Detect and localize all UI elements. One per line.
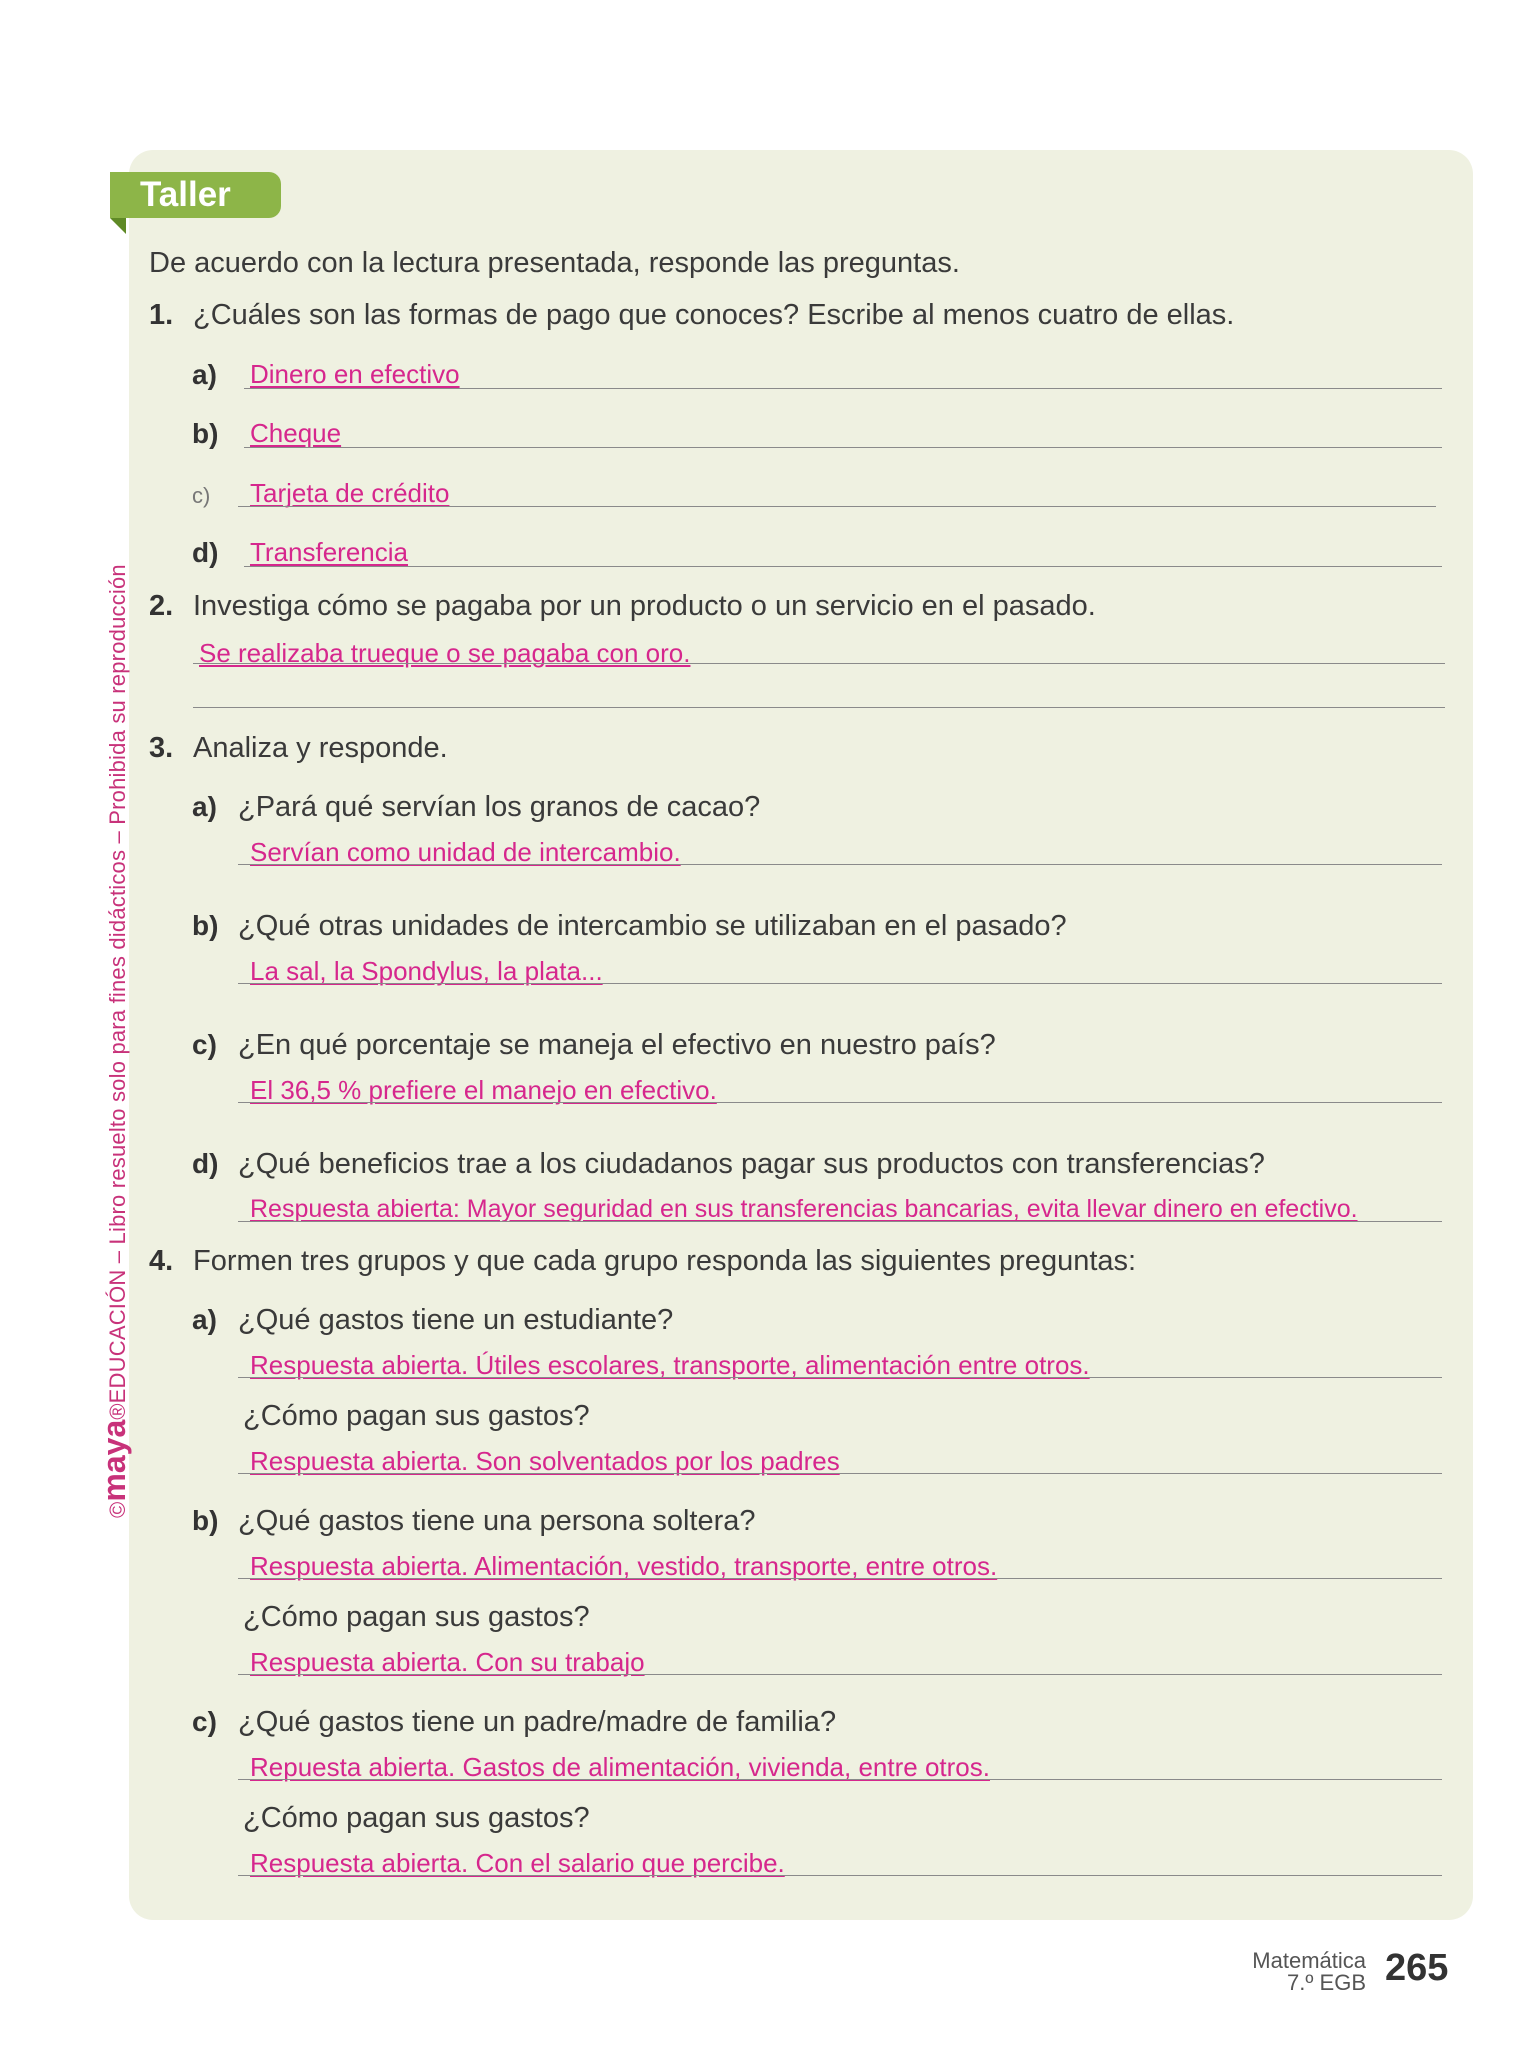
copyright-symbol: © bbox=[105, 1501, 130, 1518]
q4a-question: ¿Qué gastos tiene un estudiante? bbox=[238, 1304, 674, 1336]
answer-line bbox=[238, 983, 1442, 984]
q3-text: Analiza y responde. bbox=[193, 732, 448, 764]
q4b-question: ¿Qué gastos tiene una persona soltera? bbox=[238, 1505, 756, 1537]
answer-line bbox=[238, 1102, 1442, 1103]
q4b-followup: ¿Cómo pagan sus gastos? bbox=[243, 1601, 590, 1633]
footer-grade: 7.º EGB bbox=[1287, 1970, 1366, 1995]
q2-text: Investiga cómo se pagaba por un producto o un servicio en el pasado. bbox=[193, 590, 1096, 622]
q4c-answer: Repuesta abierta. Gastos de alimentación, vivienda, entre otros. bbox=[250, 1752, 990, 1782]
q4c-followup-answer: Respuesta abierta. Con el salario que percibe. bbox=[250, 1848, 785, 1878]
q4-number: 4. bbox=[149, 1245, 174, 1277]
answer-line bbox=[238, 864, 1442, 865]
q1-text: ¿Cuáles son las formas de pago que conoces? Escribe al menos cuatro de ellas. bbox=[193, 299, 1235, 331]
q3-number: 3. bbox=[149, 732, 174, 764]
q4a-followup: ¿Cómo pagan sus gastos? bbox=[243, 1400, 590, 1432]
q4a-answer: Respuesta abierta. Útiles escolares, transporte, alimentación entre otros. bbox=[250, 1350, 1090, 1380]
q4-text: Formen tres grupos y que cada grupo responda las siguientes preguntas: bbox=[193, 1245, 1137, 1277]
q2-number: 2. bbox=[149, 590, 174, 622]
q4a-label: a) bbox=[192, 1304, 217, 1335]
sidebar-text: EDUCACIÓN – Libro resuelto solo para fines didácticos – Prohibida su reproducción bbox=[105, 564, 130, 1404]
answer-line bbox=[238, 1875, 1442, 1876]
answer-line bbox=[244, 566, 1442, 567]
q1b-answer: Cheque bbox=[250, 418, 342, 448]
brand-logo: maya bbox=[96, 1419, 132, 1502]
q3b-question: ¿Qué otras unidades de intercambio se utilizaban en el pasado? bbox=[238, 910, 1067, 942]
q3d-answer: Respuesta abierta: Mayor seguridad en sus transferencias bancarias, evita llevar dinero en efectivo. bbox=[250, 1195, 1358, 1223]
tab-fold-decoration bbox=[110, 218, 126, 234]
q3a-question: ¿Pará qué servían los granos de cacao? bbox=[238, 791, 761, 823]
q1b-label: b) bbox=[192, 418, 219, 449]
answer-line bbox=[238, 1674, 1442, 1675]
q4a-followup-answer: Respuesta abierta. Son solventados por los padres bbox=[250, 1446, 840, 1476]
q4c-followup: ¿Cómo pagan sus gastos? bbox=[243, 1802, 590, 1834]
q1a-answer: Dinero en efectivo bbox=[250, 359, 460, 389]
q3a-answer: Servían como unidad de intercambio. bbox=[250, 837, 681, 867]
q4c-question: ¿Qué gastos tiene un padre/madre de familia? bbox=[238, 1706, 837, 1738]
q4b-label: b) bbox=[192, 1505, 219, 1536]
q3c-label: c) bbox=[192, 1029, 217, 1060]
answer-line bbox=[193, 663, 1445, 664]
q1d-answer: Transferencia bbox=[250, 537, 408, 567]
q3d-label: d) bbox=[192, 1148, 219, 1179]
footer-subject: Matemática bbox=[1252, 1948, 1366, 1973]
answer-line bbox=[238, 1473, 1442, 1474]
answer-line bbox=[238, 1779, 1442, 1780]
q1c-label: c) bbox=[192, 483, 211, 508]
q1c-answer: Tarjeta de crédito bbox=[250, 478, 450, 508]
q4b-followup-answer: Respuesta abierta. Con su trabajo bbox=[250, 1647, 645, 1677]
q3c-answer: El 36,5 % prefiere el manejo en efectivo. bbox=[250, 1075, 717, 1105]
footer-subject-block bbox=[1252, 1950, 1366, 1994]
workshop-tab: Taller bbox=[110, 172, 281, 218]
q1d-label: d) bbox=[192, 537, 219, 568]
registered-symbol: ® bbox=[105, 1403, 130, 1420]
answer-line bbox=[238, 1221, 1442, 1222]
answer-line bbox=[193, 707, 1445, 708]
q1a-label: a) bbox=[192, 359, 217, 390]
q4c-label: c) bbox=[192, 1706, 217, 1737]
workshop-intro: De acuerdo con la lectura presentada, responde las preguntas. bbox=[149, 247, 960, 279]
q3b-label: b) bbox=[192, 910, 219, 941]
answer-line bbox=[244, 447, 1442, 448]
answer-line bbox=[238, 1377, 1442, 1378]
page-number: 265 bbox=[1385, 1947, 1449, 1989]
answer-line bbox=[238, 1578, 1442, 1579]
answer-line bbox=[238, 506, 1436, 507]
q4b-answer: Respuesta abierta. Alimentación, vestido, transporte, entre otros. bbox=[250, 1551, 998, 1581]
q3b-answer: La sal, la Spondylus, la plata... bbox=[250, 956, 603, 986]
answer-line bbox=[244, 388, 1442, 389]
q2-answer: Se realizaba trueque o se pagaba con oro. bbox=[199, 638, 691, 668]
q1-number: 1. bbox=[149, 299, 174, 331]
q3d-question: ¿Qué beneficios trae a los ciudadanos pagar sus productos con transferencias? bbox=[238, 1148, 1265, 1180]
q3a-label: a) bbox=[192, 791, 217, 822]
q3c-question: ¿En qué porcentaje se maneja el efectivo en nuestro país? bbox=[238, 1029, 996, 1061]
copyright-sidebar bbox=[96, 564, 133, 1518]
